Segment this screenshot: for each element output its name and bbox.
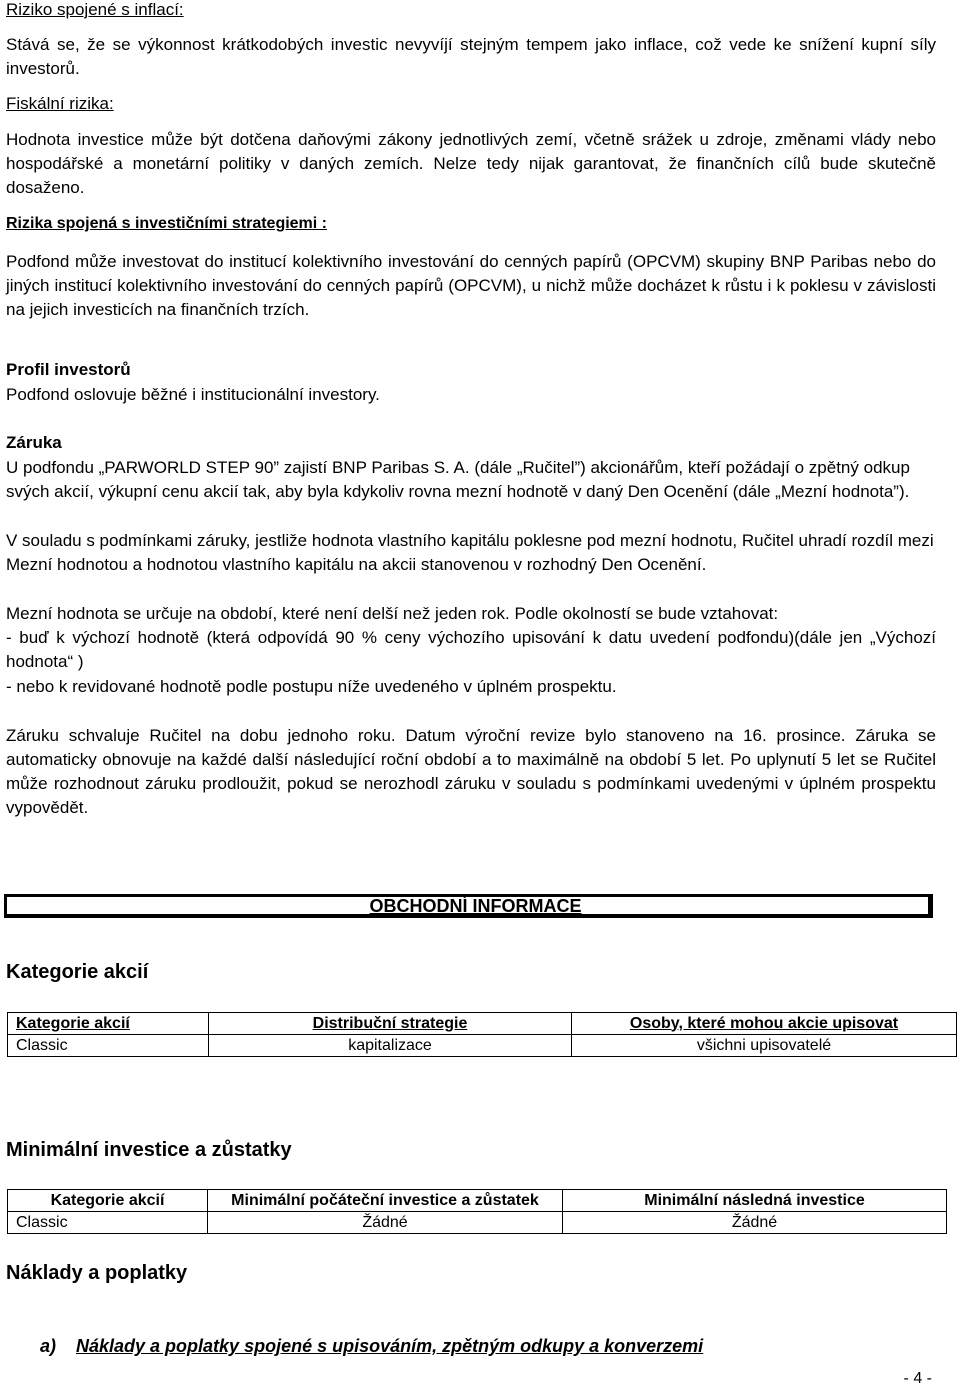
- subsection-label: a): [40, 1336, 57, 1356]
- minimum-investment-heading: Minimální investice a zůstatky: [6, 1139, 292, 1161]
- guarantee-heading: Záruka: [6, 433, 62, 452]
- fiscal-risk-text: Hodnota investice může být dotčena daňovými zákony jednotlivých zemí, včetně srážek u zdroje, změnami vlády nebo hospodářské a monetární politiky v daných zemích. Nelze tedy nijak garantovat, že finančních cílů bude skutečně dosaženo.: [6, 130, 936, 197]
- table-cell: Classic: [8, 1035, 209, 1057]
- fiscal-risk-heading: Fiskální rizika:: [6, 94, 114, 113]
- table-header-row: [8, 1190, 947, 1212]
- inflation-risk-text: Stává se, že se výkonnost krátkodobých investic nevyvíjí stejným tempem jako inflace, což vede ke snížení kupní síly investorů.: [6, 35, 936, 78]
- guarantee-text-3b: - buď k výchozí hodnotě (která odpovídá 90 % ceny výchozího upisování k datu uvedení podfondu)(dále jen „Výchozí hodnota“ ): [6, 628, 936, 671]
- guarantee-text-4: Záruku schvaluje Ručitel na dobu jednoho roku. Datum výroční revize bylo stanoveno na 16. prosince. Záruka se automaticky obnovuje na každé další následující roční období a to maximálně na období 5 let. Po uplynutí 5 let se Ručitel může rozhodnout záruku prodloužit, pokud se nerozhodl záruku v souladu s podmínkami uvedenými v úplném prospektu vypovědět.: [6, 726, 936, 817]
- strategy-risk-text: Podfond může investovat do institucí kolektivního investování do cenných papírů (OPCVM) skupiny BNP Paribas nebo do jiných institucí kolektivního investování do cenných papírů (OPCVM), u nichž může docházet k růstu i k poklesu v závislosti na jejich investicích na finančních trzích.: [6, 252, 936, 319]
- share-classes-table: [7, 1012, 957, 1057]
- strategy-risk-heading: Rizika spojená s investičními strategiemi :: [6, 215, 327, 232]
- investor-profile-text: Podfond oslovuje běžné i institucionální investory.: [6, 385, 380, 404]
- table-header-cell: Minimální počáteční investice a zůstatek: [208, 1190, 563, 1212]
- table-header-cell: Osoby, které mohou akcie upisovat: [572, 1013, 957, 1035]
- business-info-banner: [4, 894, 933, 918]
- table-header-cell: Kategorie akcií: [8, 1013, 209, 1035]
- table-cell: Classic: [8, 1212, 208, 1234]
- costs-heading: Náklady a poplatky: [6, 1262, 188, 1284]
- business-info-title: OBCHODNÍ INFORMACE: [369, 896, 582, 916]
- table-cell: Žádné: [208, 1212, 563, 1234]
- guarantee-text-3a: Mezní hodnota se určuje na období, které není delší než jeden rok. Podle okolností se bude vztahovat:: [6, 604, 779, 623]
- guarantee-text-3c: - nebo k revidované hodnotě podle postupu níže uvedeného v úplném prospektu.: [6, 677, 617, 696]
- table-row: [8, 1035, 957, 1057]
- table-cell: všichni upisovatelé: [572, 1035, 957, 1057]
- inflation-risk-heading: Riziko spojené s inflací:: [6, 0, 184, 19]
- table-header-cell: Kategorie akcií: [8, 1190, 208, 1212]
- share-classes-heading: Kategorie akcií: [6, 961, 149, 983]
- page-number: - 4 -: [903, 1370, 932, 1387]
- subsection-title: Náklady a poplatky spojené s upisováním, zpětným odkupy a konverzemi: [76, 1336, 704, 1356]
- table-row: [8, 1212, 947, 1234]
- guarantee-text-1: U podfondu „PARWORLD STEP 90” zajistí BNP Paribas S. A. (dále „Ručitel”) akcionářům, kteří požádají o zpětný odkup svých akcií, výkupní cenu akcií tak, aby byla kdykoliv rovna mezní hodnotě v daný Den Ocenění (dále „Mezní hodnota”).: [6, 458, 910, 501]
- table-cell: kapitalizace: [209, 1035, 572, 1057]
- minimum-investment-table: [7, 1189, 947, 1234]
- table-header-cell: Distribuční strategie: [209, 1013, 572, 1035]
- table-header-cell: Minimální následná investice: [563, 1190, 947, 1212]
- table-header-row: [8, 1013, 957, 1035]
- table-cell: Žádné: [563, 1212, 947, 1234]
- costs-subsection-a: [40, 1336, 703, 1357]
- investor-profile-heading: Profil investorů: [6, 360, 131, 379]
- guarantee-text-2: V souladu s podmínkami záruky, jestliže hodnota vlastního kapitálu poklesne pod mezní hodnotu, Ručitel uhradí rozdíl mezi Mezní hodnotou a hodnotou vlastního kapitálu na akcii stanovenou v rozhodný Den Ocenění.: [6, 531, 934, 574]
